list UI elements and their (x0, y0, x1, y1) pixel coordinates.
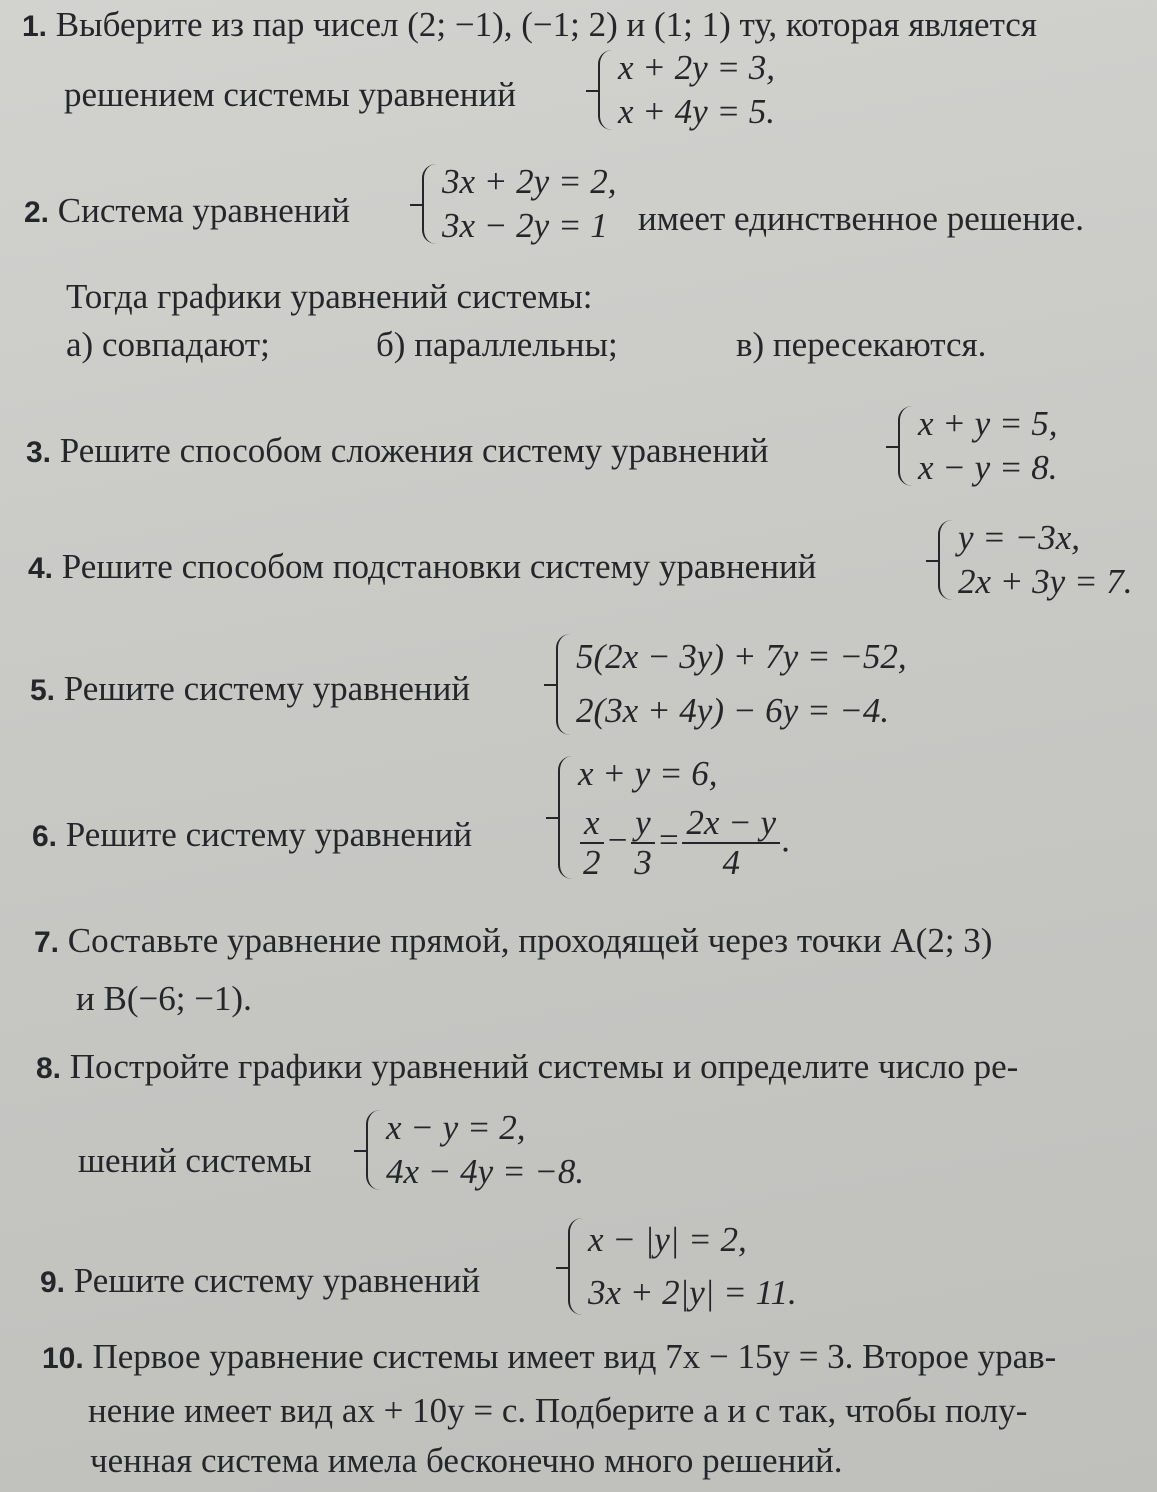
period: . (782, 820, 791, 860)
fraction-denominator: 3 (634, 843, 652, 883)
problem-7-text: Составьте уравнение прямой, проходящей через точки A(2; 3) (67, 921, 993, 960)
fraction-numerator: 2x − y (682, 804, 780, 845)
problem-2-option-b: б) параллельны; (376, 325, 618, 364)
problem-6-eq2 (558, 804, 791, 883)
problem-3-text: Решите способом сложения систему уравнений (59, 431, 769, 470)
problem-5-eq1: 5(2x − 3y) + 7y = −52, (576, 637, 907, 676)
problem-5-eq2: 2(3x + 4y) − 6y = −4. (576, 691, 890, 731)
brace-icon (598, 50, 614, 130)
brace-icon (422, 164, 438, 244)
problem-1-line1 (22, 6, 1037, 45)
brace-icon (568, 1218, 584, 1315)
problem-5-text: Решите систему уравнений (63, 669, 471, 708)
problem-1-text: Выберите из пар чисел (2; −1), (−1; 2) и (1; 1) ту, которая является (55, 5, 1037, 44)
problem-8-system (366, 1106, 584, 1194)
problem-9-system (568, 1214, 797, 1319)
problem-8-line1 (36, 1048, 1018, 1087)
brace-icon (556, 634, 572, 735)
problem-2-line2: Тогда графики уравнений системы: (66, 277, 593, 316)
problem-2-line1 (24, 192, 350, 231)
problem-4-system (938, 516, 1133, 604)
problem-8-text: Постройте графики уравнений системы и определите число ре- (69, 1047, 1019, 1086)
problem-5-line (30, 670, 470, 709)
problem-3-eq1: x + y = 5, (918, 404, 1058, 443)
problem-1-number: 1. (22, 10, 48, 43)
fraction-y-over-3 (631, 804, 655, 883)
problem-6-system (558, 752, 791, 883)
fraction-x-over-2 (580, 804, 604, 883)
minus-sign: − (605, 820, 630, 860)
equals-sign: = (656, 820, 681, 860)
problem-9-eq1: x − |y| = 2, (588, 1220, 747, 1259)
brace-icon (898, 406, 914, 486)
problem-2-pre: Система уравнений (57, 191, 350, 230)
fraction-denominator: 4 (722, 843, 740, 883)
problem-10-number: 10. (42, 1342, 84, 1375)
problem-6-eq1: x + y = 6, (578, 754, 718, 793)
problem-3-line (26, 432, 769, 471)
problem-4-eq2: 2x + 3y = 7. (958, 561, 1133, 601)
problem-1-line2: решением системы уравнений (64, 75, 516, 114)
problem-10-text: Первое уравнение системы имеет вид 7x − 15y = 3. Второе урав- (92, 1337, 1057, 1376)
problem-7-line2: и B(−6; −1). (76, 979, 252, 1018)
problem-2-number: 2. (24, 196, 50, 229)
problem-5-number: 5. (30, 674, 56, 707)
fraction-numerator: y (631, 804, 655, 845)
problem-7-number: 7. (34, 926, 60, 959)
problem-10-line1 (42, 1338, 1056, 1377)
problem-8-eq1: x − y = 2, (386, 1108, 526, 1147)
problem-1-eq1: x + 2y = 3, (618, 48, 776, 87)
problem-2-eq2: 3x − 2y = 1 (442, 205, 608, 245)
problem-9-eq2: 3x + 2|y| = 11. (588, 1272, 797, 1312)
problem-1-eq2: x + 4y = 5. (618, 91, 776, 131)
problem-4-text: Решите способом подстановки систему уравнений (61, 547, 817, 586)
problem-4-line (28, 548, 816, 587)
problem-3-eq2: x − y = 8. (918, 447, 1058, 487)
problem-2-post: имеет единственное решение. (638, 199, 1084, 238)
fraction-denominator: 2 (583, 843, 601, 883)
fraction-numerator: x (580, 804, 604, 845)
problem-9-line (40, 1262, 480, 1301)
problem-10-line3: ченная система имела бесконечно много решений. (90, 1441, 843, 1480)
problem-1-system (598, 46, 775, 134)
problem-7-line1 (34, 922, 992, 961)
brace-icon (366, 1110, 382, 1190)
problem-8-number: 8. (36, 1052, 62, 1085)
problem-2-eq1: 3x + 2y = 2, (442, 162, 617, 201)
problem-6-number: 6. (32, 820, 58, 853)
problem-3-system (898, 402, 1058, 490)
problem-4-number: 4. (28, 552, 54, 585)
problem-2-system (422, 160, 617, 248)
problem-2-option-c: в) пересекаются. (736, 325, 987, 364)
problem-10-line2: нение имеет вид ax + 10y = c. Подберите a и c так, чтобы полу- (88, 1391, 1028, 1430)
problem-9-text: Решите систему уравнений (73, 1261, 481, 1300)
brace-icon (558, 756, 574, 879)
problem-9-number: 9. (40, 1266, 66, 1299)
problem-5-system (556, 630, 907, 739)
problem-3-number: 3. (26, 436, 52, 469)
problem-2-option-a: а) совпадают; (66, 325, 270, 364)
problem-6-line (32, 816, 472, 855)
problem-4-eq1: y = −3x, (958, 518, 1081, 557)
problem-8-eq2: 4x − 4y = −8. (386, 1151, 585, 1191)
problem-8-line2: шений системы (78, 1141, 312, 1180)
brace-icon (938, 520, 954, 600)
problem-6-text: Решите систему уравнений (65, 815, 473, 854)
fraction-2x-minus-y-over-4 (682, 804, 780, 883)
